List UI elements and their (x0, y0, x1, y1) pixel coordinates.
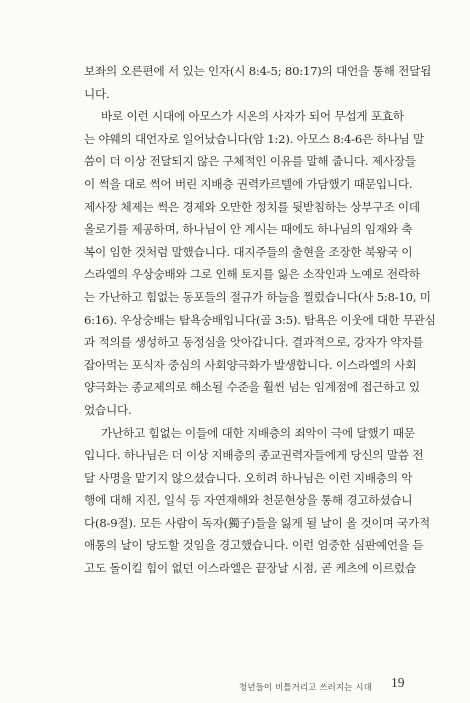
text-line: 달 사명을 맡기지 않으셨습니다. 오히려 하나님은 이런 지배층의 악 (84, 470, 413, 485)
paragraph-3 (84, 422, 430, 580)
text-line: 애통의 날이 당도할 것임을 경고했습니다. 이런 엄중한 심판예언을 듣 (84, 538, 424, 553)
text-line: 이 썩을 대로 썩어 버린 지배층 권력카르텔에 가담했기 때문입니다. (84, 176, 413, 191)
text-line: 스라엘의 우상숭배와 그로 인해 토지를 잃은 소작인과 노예로 전락하 (84, 267, 420, 282)
text-line: 보좌의 오른편에 서 있는 인자(시 8:4-5; 80:17)의 대언을 통해 전달됩 (84, 64, 432, 78)
running-title: 청년들이 비틀거리고 쓰러지는 시대 (239, 682, 372, 692)
text-line: 행에 대해 지진, 일식 등 자연재해와 천문현상을 통해 경고하셨습니 (84, 493, 413, 508)
text-line: 잡아먹는 포식자 중심의 사회양극화가 발생합니다. 이스라엘의 사회 (84, 357, 417, 372)
page-footer (0, 675, 470, 695)
text-line: 과 적의를 생성하고 동정심을 앗아갑니다. 결과적으로, 강자가 약자를 (84, 335, 424, 350)
text-line: 고도 돌이킬 힘이 없던 이스라엘은 끝장날 시점, 곧 케츠에 이르렀습 (84, 561, 416, 576)
paragraph-2 (84, 105, 436, 421)
text-line: 었습니다. (84, 402, 132, 417)
text-line: 씀이 더 이상 전달되지 않은 구체적인 이유를 말해 줍니다. 제사장들 (84, 154, 416, 169)
page-number: 19 (391, 675, 405, 690)
text-line: 니다. (84, 86, 110, 101)
text-line: 가난하고 힘없는 이들에 대한 지배층의 죄악이 극에 달했기 때문 (101, 425, 415, 440)
text-line: 6:16). 우상숭배는 탐욕숭배입니다(골 3:5). 탐욕은 이웃에 대한 무관심 (84, 312, 436, 327)
page-body (84, 60, 436, 580)
text-line: 입니다. 하나님은 더 이상 지배층의 종교권력자들에게 당신의 말씀 전 (84, 448, 424, 463)
text-line: 는 야웨의 대언자로 일어났습니다(암 1:2). 아모스 8:4-6은 하나님 말 (84, 131, 425, 146)
text-line: 복이 임한 것처럼 말했습니다. 대지주들의 출현을 조장한 북왕국 이 (84, 244, 413, 259)
text-line: 는 가난하고 힘없는 동포들의 절규가 하늘을 찔렀습니다(사 5:8-10, 미 (84, 289, 431, 304)
text-line: 양극화는 종교제의로 해소될 수준을 훨씬 넘는 임계점에 접근하고 있 (84, 380, 420, 395)
text-line: 올로기를 제공하며, 하나님이 안 계시는 때에도 하나님의 임재와 축 (84, 222, 413, 237)
text-line: 제사장 체제는 썩은 경제와 오만한 정치를 뒷받침하는 상부구조 이데 (84, 199, 420, 214)
paragraph-1 (84, 60, 432, 105)
text-line: 다(8-9절). 모든 사람이 독자(獨子)들을 잃게 될 날이 올 것이며 국가적 (84, 515, 430, 530)
text-line: 바로 이런 시대에 아모스가 시온의 사자가 되어 무섭게 포효하 (101, 109, 404, 124)
